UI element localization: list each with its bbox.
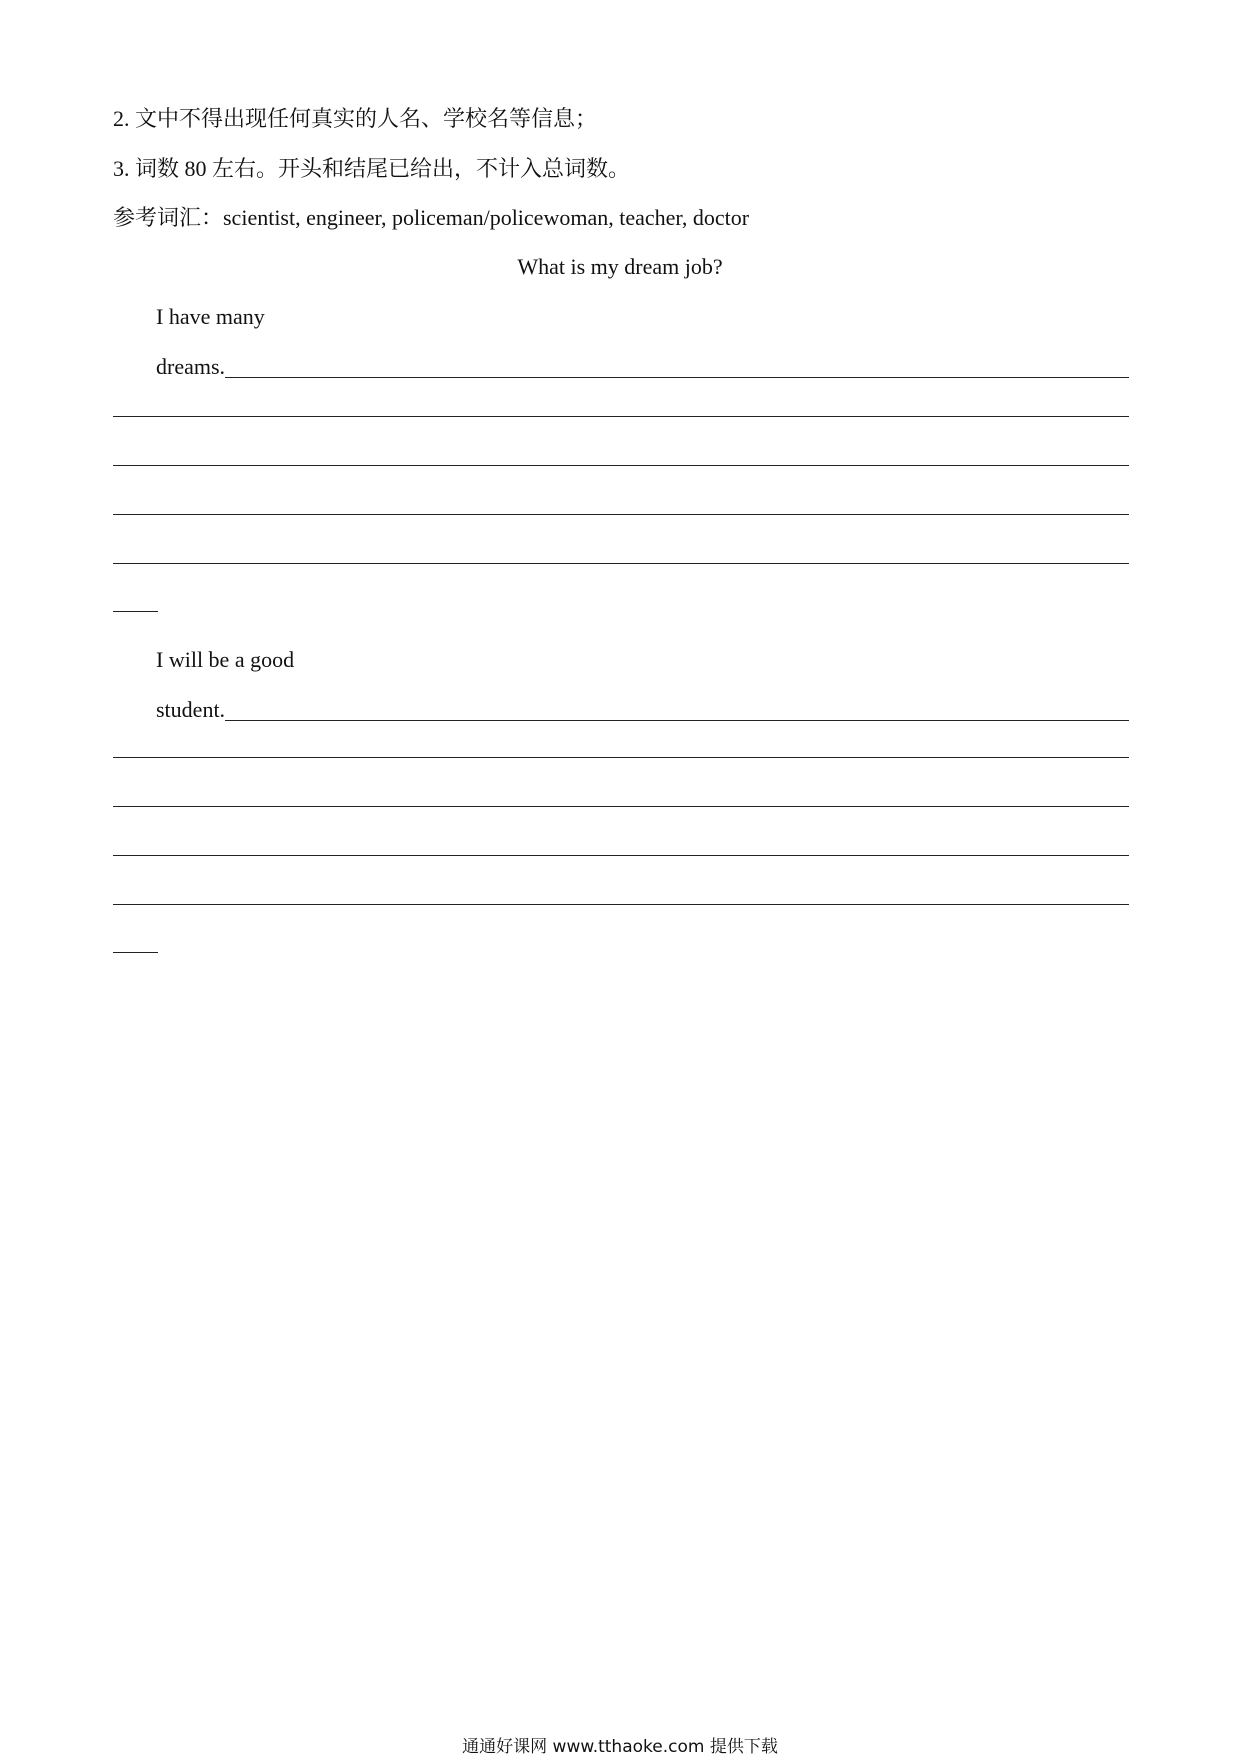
writing-line[interactable] xyxy=(113,514,1129,515)
paragraph-1-lead-word: dreams. xyxy=(156,354,226,379)
writing-line[interactable] xyxy=(113,806,1129,807)
writing-line[interactable] xyxy=(113,904,1129,905)
writing-blank[interactable] xyxy=(225,720,1129,721)
reference-vocabulary: 参考词汇：scientist, engineer, policeman/policewoman, teacher, doctor xyxy=(113,205,750,230)
writing-line-end[interactable] xyxy=(113,611,158,612)
paragraph-2-first-line[interactable] xyxy=(156,694,1129,724)
writing-line-end[interactable] xyxy=(113,952,158,953)
paragraph-1-first-line[interactable] xyxy=(156,351,1129,381)
essay-title: What is my dream job? xyxy=(517,254,723,279)
writing-line[interactable] xyxy=(113,416,1129,417)
writing-line[interactable] xyxy=(113,465,1129,466)
writing-line[interactable] xyxy=(113,855,1129,856)
paragraph-2-lead-word: student. xyxy=(156,697,226,722)
writing-blank[interactable] xyxy=(225,377,1129,378)
writing-line[interactable] xyxy=(113,563,1129,564)
requirement-item-2: 2. 文中不得出现任何真实的人名、学校名等信息； xyxy=(113,106,598,131)
requirement-item-3: 3. 词数 80 左右。开头和结尾已给出，不计入总词数。 xyxy=(113,156,631,181)
download-footer: 通通好课网 www.tthaoke.com 提供下载 xyxy=(462,1737,778,1757)
writing-line[interactable] xyxy=(113,757,1129,758)
paragraph-1-opening: I have many xyxy=(156,304,265,329)
paragraph-2-opening: I will be a good xyxy=(156,647,295,672)
